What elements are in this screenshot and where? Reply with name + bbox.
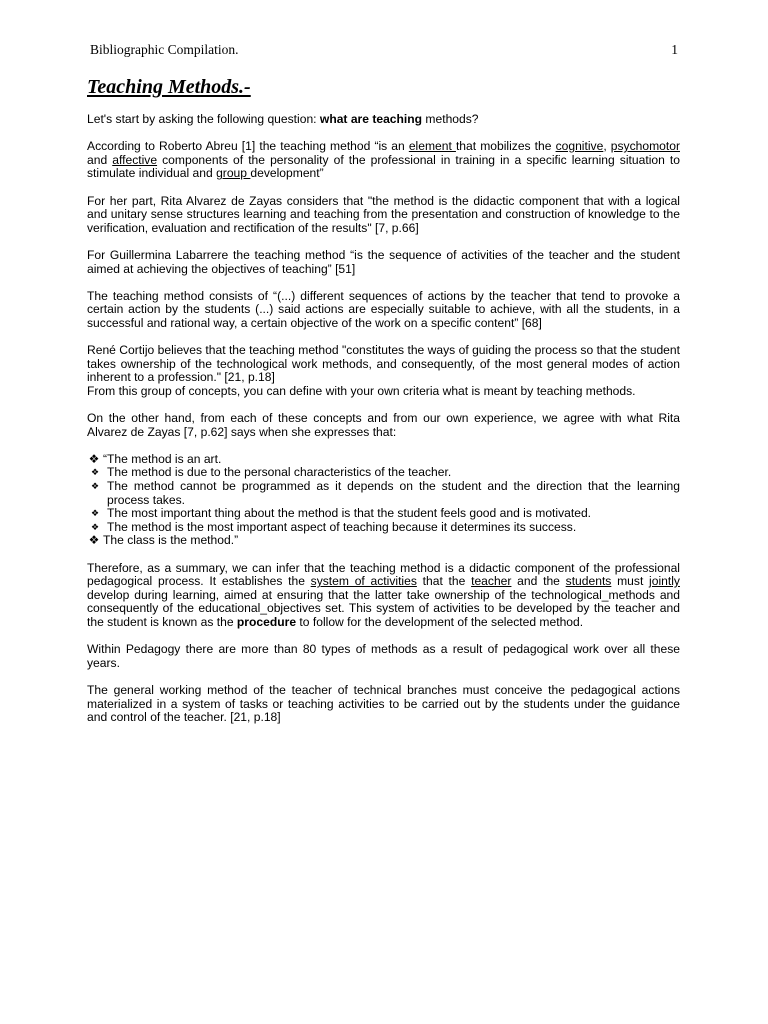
paragraph-summary: Therefore, as a summary, we can infer that the teaching method is a didactic component of the professional pedagogical process. It establishes the system of activities that the teacher and the students must jointly develop during learning, aimed at ensuring that the latter take ownership of the technological_methods and consequently of the educational_objectives set. This system of activities to be developed by the teacher and the student is known as the procedure to follow for the development of the selected method. [87, 560, 680, 629]
bold-phrase: what are teaching [319, 112, 423, 126]
underlined-term: group [216, 166, 251, 181]
paragraph-question: Let's start by asking the following question: what are teaching methods? [87, 112, 479, 126]
paragraph-criteria: From this group of concepts, you can define with your own criteria what is meant by teaching methods. [87, 383, 636, 398]
underlined-term: jointly [649, 574, 680, 589]
bold-phrase: procedure [236, 614, 297, 629]
list-item: ❖ The method is the most important aspect of teaching because it determines its success. [87, 521, 680, 535]
paragraph-abreu: According to Roberto Abreu [1] the teaching method “is an element that mobilizes the cognitive, psychomotor and affective components of the personality of the professional in training in a specific learning situation to stimulate individual and group development” [87, 139, 680, 181]
header-title: Bibliographic Compilation. [90, 42, 239, 57]
list-item: ❖ The method is due to the personal characteristics of the teacher. [87, 466, 680, 480]
list-item: ❖ “The method is an art. [88, 451, 222, 466]
underlined-term: students [565, 574, 612, 589]
underlined-term: teacher [471, 574, 512, 589]
paragraph-technical-branches: The general working method of the teacher of technical branches must conceive the pedagogical actions materialized in a system of tasks or teaching activities to be carried out by the students under the guidance and control of the teacher. [21, p.18] [87, 682, 680, 725]
document-title: Teaching Methods.- [87, 76, 251, 98]
paragraph-pedagogy: Within Pedagogy there are more than 80 types of methods as a result of pedagogical work over all these years. [87, 642, 680, 670]
bullet-list [87, 453, 680, 548]
underlined-term: cognitive [555, 139, 604, 154]
diamond-bullet-icon: ❖ [90, 508, 100, 519]
diamond-bullet-icon: ❖ [90, 481, 100, 492]
list-item: ❖ The method cannot be programmed as it depends on the student and the direction that the learning process takes. [87, 480, 680, 507]
list-item: ❖ The class is the method.” [88, 533, 239, 548]
diamond-bullet-icon: ❖ [88, 451, 100, 466]
paragraph-alvarez: For her part, Rita Alvarez de Zayas considers that "the method is the didactic component that with a logical and unitary sense structures learning and teaching from the presentation and construction of knowledge to the verification, evaluation and rectification of the results" [7, p.66] [87, 193, 680, 235]
document-body [87, 113, 680, 738]
underlined-term: affective [112, 152, 158, 167]
paragraph-sequences: The teaching method consists of “(...) different sequences of actions by the teacher that tend to provoke a certain action by the students (...) said actions are especially suitable to achieve, with all the students, in a successful and rational way, a certain objective of the work on a specific content” [68] [87, 288, 680, 330]
paragraph-labarrere: For Guillermina Labarrere the teaching method “is the sequence of activities of the teacher and the student aimed at achieving the objectives of teaching” [51] [87, 247, 680, 276]
paragraph-experience: On the other hand, from each of these concepts and from our own experience, we agree with what Rita Alvarez de Zayas [7, p.62] says when she expresses that: [87, 411, 680, 439]
page-number: 1 [671, 42, 678, 57]
diamond-bullet-icon: ❖ [90, 467, 100, 478]
diamond-bullet-icon: ❖ [90, 521, 100, 532]
underlined-term: element [408, 139, 456, 154]
underlined-term: system of activities [310, 574, 417, 589]
diamond-bullet-icon: ❖ [88, 533, 100, 548]
list-item: ❖ The most important thing about the method is that the student feels good and is motivated. [87, 507, 680, 521]
underlined-term: psychomotor [610, 139, 680, 154]
paragraph-cortijo: René Cortijo believes that the teaching method "constitutes the ways of guiding the process so that the student takes ownership of the technological work methods, and consequently, of the most general modes of action inherent to a profession." [21, p.18] [87, 343, 680, 385]
